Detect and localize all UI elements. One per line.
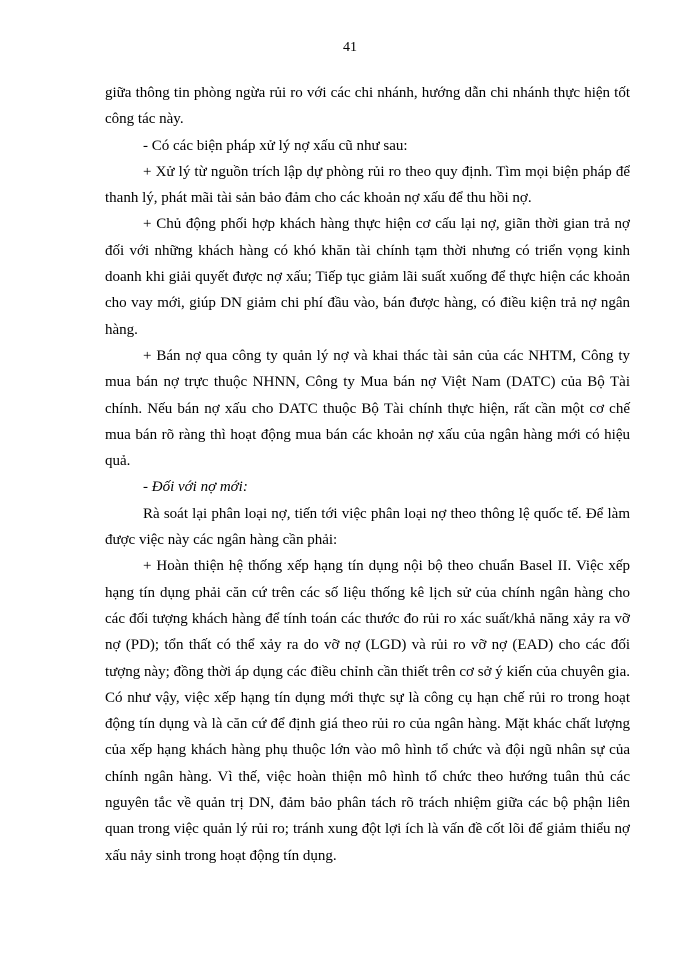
document-body [105,80,630,869]
section-heading: - Đối với nợ mới: [143,479,248,496]
paragraph: + Hoàn thiện hệ thống xếp hạng tín dụng nội bộ theo chuẩn Basel II. Việc xếp hạng tín dụng phải căn cứ trên các số liệu thống kê lịch sử của chính ngân hàng cho các đối tượng khách hàng để tính toán các thước đo rủi ro xác suất/khả năng xảy ra vỡ nợ (PD); tổn thất có thể xảy ra do vỡ nợ (LGD) và rủi ro vỡ nợ (EAD) cho các đối tượng này; đồng thời áp dụng các điều chỉnh cần thiết trên cơ sở ý kiến của chuyên gia. Có như vậy, việc xếp hạng tín dụng mới thực sự là công cụ hạn chế rủi ro trong hoạt động tín dụng và là căn cứ để định giá theo rủi ro của ngân hàng. Mặt khác chất lượng của xếp hạng khách hàng phụ thuộc lớn vào mô hình tổ chức và đội ngũ nhân sự của chính ngân hàng. Vì thế, việc hoàn thiện mô hình tổ chức theo hướng tuân thủ các nguyên tắc về quản trị DN, đảm bảo phân tách rõ trách nhiệm giữa các bộ phận liên quan trong việc quản lý rủi ro; tránh xung đột lợi ích là vấn đề cốt lõi để giảm thiểu nợ xấu nảy sinh trong hoạt động tín dụng. [105,558,630,864]
paragraph: + Xử lý từ nguồn trích lập dự phòng rủi ro theo quy định. Tìm mọi biện pháp để thanh lý, phát mãi tài sản bảo đảm cho các khoản nợ xấu để thu hồi nợ. [105,163,630,207]
paragraph: Rà soát lại phân loại nợ, tiến tới việc phân loại nợ theo thông lệ quốc tế. Để làm được việc này các ngân hàng cần phải: [105,505,630,549]
page-number: 41 [343,40,357,55]
paragraph: + Bán nợ qua công ty quản lý nợ và khai thác tài sản của các NHTM, Công ty mua bán nợ trực thuộc NHNN, Công ty Mua bán nợ Việt Nam (DATC) của Bộ Tài chính. Nếu bán nợ xấu cho DATC thuộc Bộ Tài chính thực hiện, rất cần một cơ chế mua bán rõ ràng thì hoạt động mua bán các khoản nợ xấu của ngân hàng mới có hiệu quả. [105,347,630,470]
paragraph: giữa thông tin phòng ngừa rủi ro với các chi nhánh, hướng dẫn chi nhánh thực hiện tốt công tác này. [105,85,630,128]
paragraph: + Chủ động phối hợp khách hàng thực hiện cơ cấu lại nợ, giãn thời gian trả nợ đối với những khách hàng có khó khăn tài chính tạm thời nhưng có triển vọng kinh doanh khi giải quyết được nợ xấu; Tiếp tục giảm lãi suất xuống để thực hiện các khoản cho vay mới, giúp DN giảm chi phí đầu vào, bán được hàng, có điều kiện trả nợ ngân hàng. [105,216,630,338]
paragraph: - Có các biện pháp xử lý nợ xấu cũ như sau: [143,137,408,154]
